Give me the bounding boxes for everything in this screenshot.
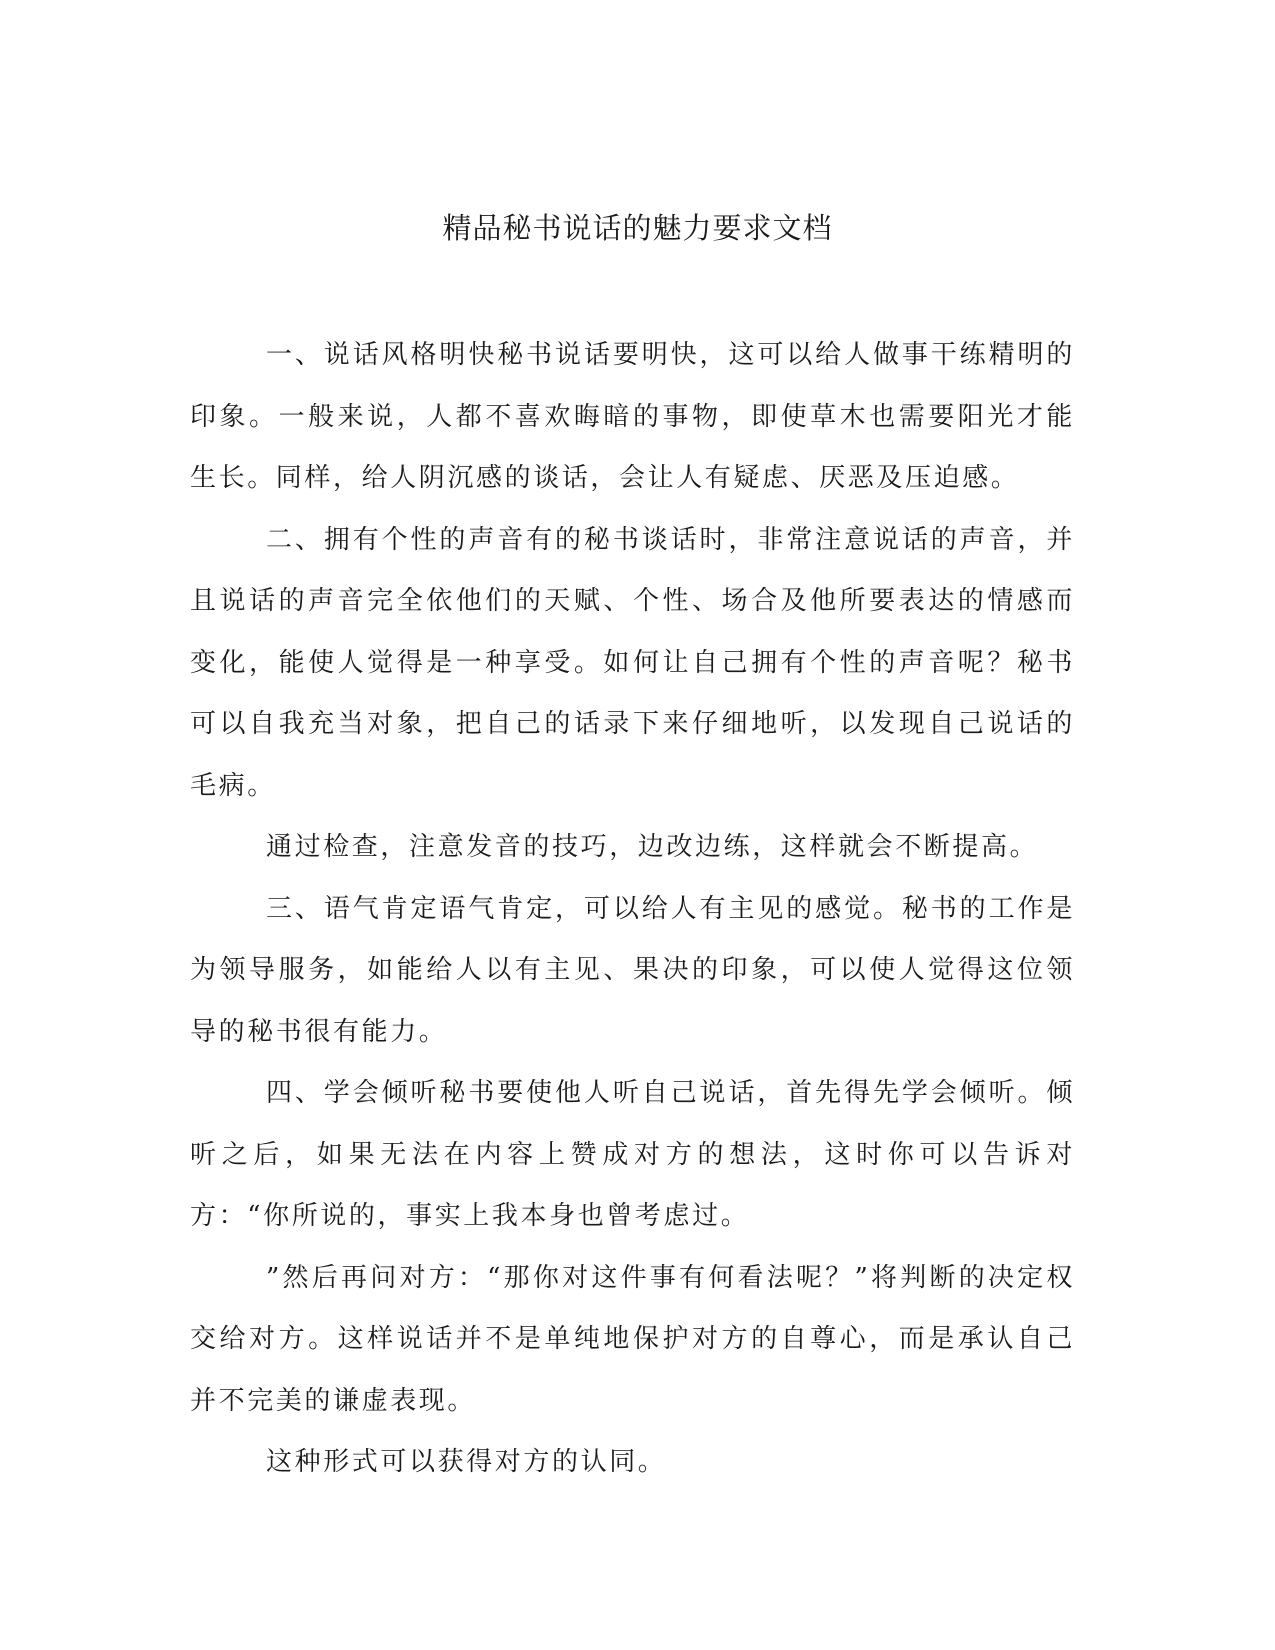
paragraph-5: 四、学会倾听秘书要使他人听自己说话，首先得先学会倾听。倾听之后，如果无法在内容上赞成对方的想法，这时你可以告诉对方：“你所说的，事实上我本身也曾考虑过。	[190, 1078, 1075, 1231]
paragraph-7: 这种形式可以获得对方的认同。	[266, 1447, 667, 1477]
paragraph-3: 通过检查，注意发音的技巧，边改边练，这样就会不断提高。	[266, 832, 1039, 862]
document-body	[190, 325, 1075, 1494]
paragraph-1: 一、说话风格明快秘书说话要明快，这可以给人做事干练精明的印象。一般来说，人都不喜欢晦暗的事物，即使草木也需要阳光才能生长。同样，给人阴沉感的谈话，会让人有疑虑、厌恶及压迫感。	[190, 340, 1075, 493]
paragraph-4: 三、语气肯定语气肯定，可以给人有主见的感觉。秘书的工作是为领导服务，如能给人以有主见、果决的印象，可以使人觉得这位领导的秘书很有能力。	[190, 893, 1075, 1047]
paragraph-6: ”然后再问对方：“那你对这件事有何看法呢？”将判断的决定权交给对方。这样说话并不是单纯地保护对方的自尊心，而是承认自己并不完美的谦虚表现。	[190, 1262, 1075, 1416]
paragraph-2: 二、拥有个性的声音有的秘书谈话时，非常注意说话的声音，并且说话的声音完全依他们的天赋、个性、场合及他所要表达的情感而变化，能使人觉得是一种享受。如何让自己拥有个性的声音呢？秘书可以自我充当对象，把自己的话录下来仔细地听，以发现自己说话的毛病。	[190, 524, 1075, 801]
document-title: 精品秘书说话的魅力要求文档	[442, 211, 833, 245]
